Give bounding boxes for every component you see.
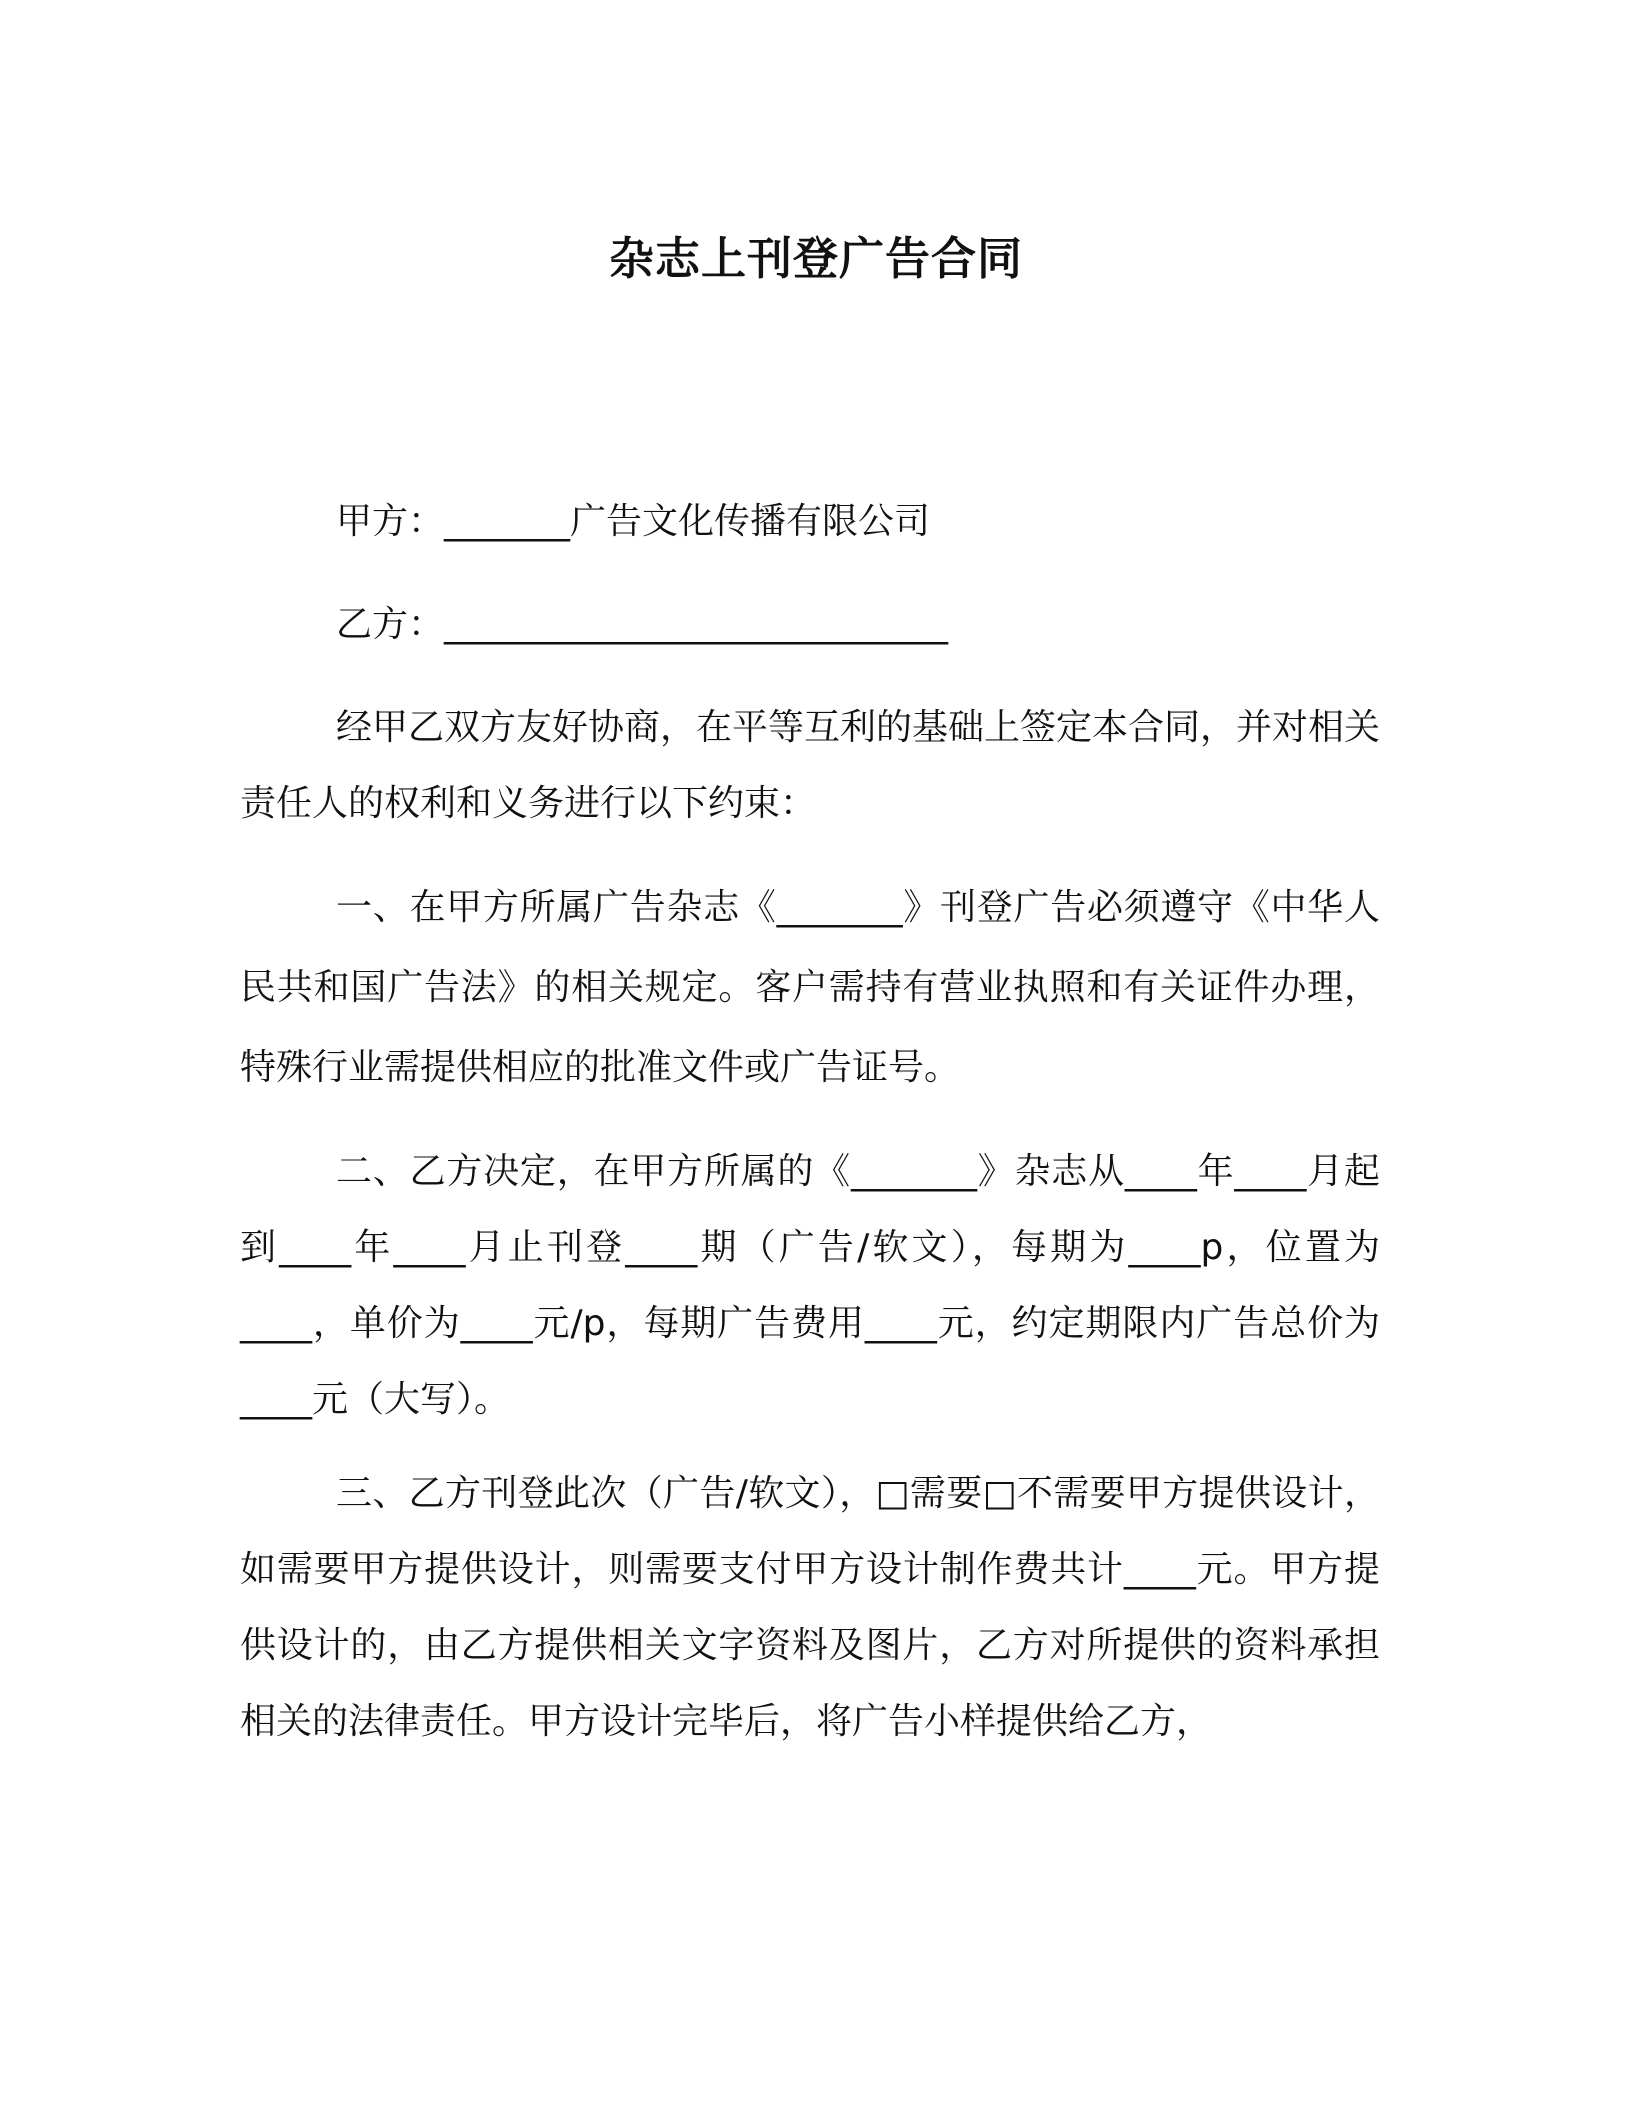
party-a-line: 甲方：_______广告文化传播有限公司 (336, 501, 931, 542)
intro-paragraph: 经甲乙双方友好协商，在平等互利的基础上签定本合同，并对相关责任人的权利和义务进行以下约束： (240, 707, 1381, 824)
party-b-line: 乙方：____________________________ (336, 604, 949, 645)
clause-1-paragraph: 一、在甲方所属广告杂志《_______》刊登广告必须遵守《中华人民共和国广告法》的相关规定。客户需持有营业执照和有关证件办理，特殊行业需提供相应的批准文件或广告证号。 (240, 887, 1380, 1088)
clause-2-paragraph: 二、乙方决定，在甲方所属的《_______》杂志从____年____月起到____年____月止刊登____期（广告/软文），每期为____p，位置为____，单价为____元/p，每期广告费用____元，约定期限内广告总价为____元（大写）。 (240, 1151, 1380, 1420)
clause-3-paragraph: 三、乙方刊登此次（广告/软文），□需要□不需要甲方提供设计，如需要甲方提供设计，则需要支付甲方设计制作费共计____元。甲方提供设计的，由乙方提供相关文字资料及图片，乙方对所提供的资料承担相关的法律责任。甲方设计完毕后，将广告小样提供给乙方， (240, 1473, 1380, 1742)
document-title: 杂志上刊登广告合同 (608, 232, 1023, 285)
